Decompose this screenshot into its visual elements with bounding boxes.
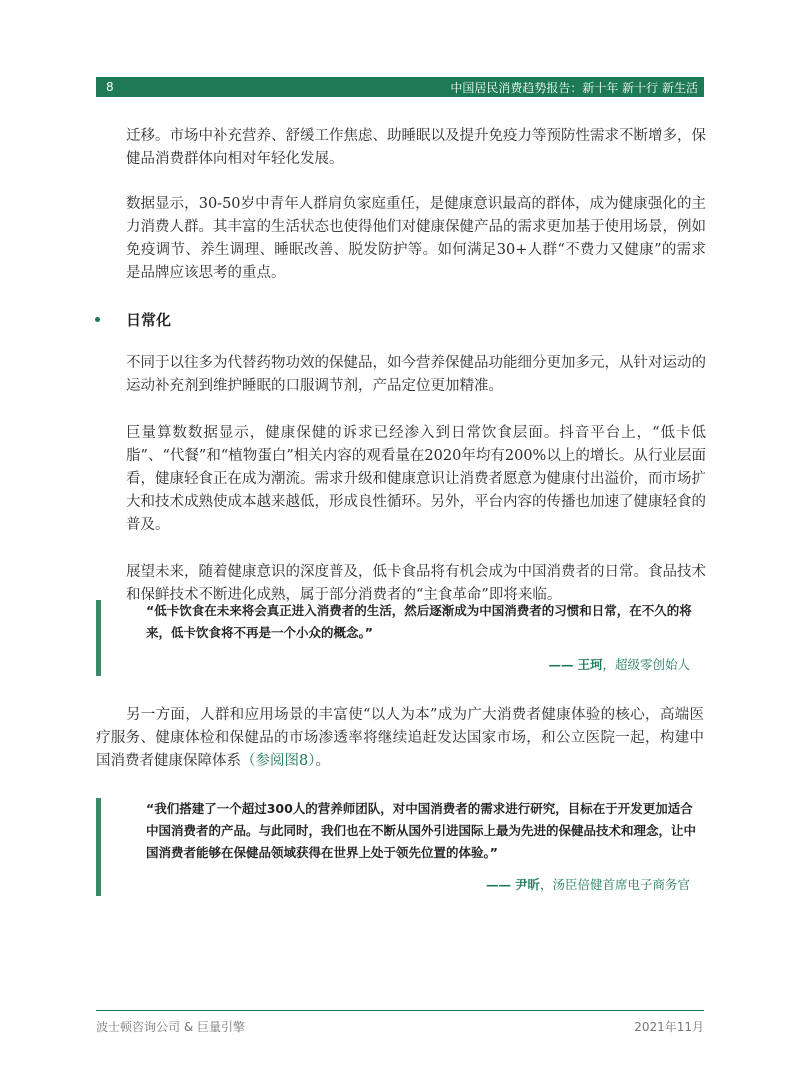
quote-dash: ——	[548, 657, 574, 672]
quote-source	[146, 874, 704, 896]
quote-author-role: ，汤臣倍健首席电子商务官	[539, 877, 690, 892]
page-header	[96, 77, 704, 97]
quote-author: 王珂	[577, 657, 603, 672]
quote-author-role: ，超级零创始人	[602, 657, 690, 672]
page-number: 8	[106, 80, 114, 94]
quote-author: 尹昕	[514, 877, 540, 892]
paragraph-5: 展望未来，随着健康意识的深度普及，低卡食品将有机会成为中国消费者的日常。食品技术和保鲜技术不断进化成熟，属于部分消费者的“主食革命”即将来临。	[126, 564, 706, 603]
pull-quote-2	[96, 798, 704, 896]
paragraph-3: 不同于以往多为代替药物功效的保健品，如今营养保健品功能细分更加多元，从针对运动的运动补充剂到维护睡眠的口服调节剂，产品定位更加精准。	[126, 355, 706, 394]
footer-date: 2021年11月	[634, 1020, 704, 1034]
section-heading	[126, 309, 706, 332]
paragraph-4: 巨量算数数据显示，健康保健的诉求已经渗入到日常饮食层面。抖音平台上，“低卡低脂”、“代餐”和“植物蛋白”相关内容的观看量在2020年均有200%以上的增长。从行业层面看，健康轻食正在成为潮流。需求升级和健康意识让消费者愿意为健康付出溢价，而市场扩大和技术成熟使成本越来越低，形成良性循环。另外，平台内容的传播也加速了健康轻食的普及。	[126, 425, 706, 533]
footer-company: 波士顿咨询公司 & 巨量引擎	[96, 1020, 245, 1034]
quote-text: “我们搭建了一个超过300人的营养师团队，对中国消费者的需求进行研究，目标在于开发更加适合中国消费者的产品。与此同时，我们也在不断从国外引进国际上最为先进的保健品技术和理念，让中国消费者能够在保健品领域获得在世界上处于领先位置的体验。”	[146, 801, 697, 860]
section-heading-text: 日常化	[126, 311, 172, 329]
paragraph-2: 数据显示，30-50岁中青年人群肩负家庭重任，是健康意识最高的群体，成为健康强化的主力消费人群。其丰富的生活状态也使得他们对健康保健产品的需求更加基于使用场景，例如免疫调节、养生调理、睡眠改善、脱发防护等。如何满足30+人群“不费力又健康”的需求是品牌应该思考的重点。	[126, 196, 706, 281]
bullet-dot-icon	[95, 317, 100, 322]
figure-reference-link[interactable]: （参阅图8）	[241, 753, 316, 769]
quote-source	[146, 654, 704, 676]
page-footer	[96, 1018, 704, 1035]
quote-text: “低卡饮食在未来将会真正进入消费者的生活，然后逐渐成为中国消费者的习惯和日常，在不久的将来，低卡饮食将不再是一个小众的概念。”	[146, 603, 692, 640]
report-title: 中国居民消费趋势报告：新十年 新十行 新生活	[450, 80, 698, 95]
paragraph-6	[96, 704, 704, 773]
paragraph-6-text: 另一方面，人群和应用场景的丰富使“以人为本”成为广大消费者健康体验的核心，高端医疗服务、健康体检和保健品的市场渗透率将继续追赶发达国家市场，和公立医院一起，构建中国消费者健康保障体系	[96, 707, 704, 769]
main-content	[126, 125, 706, 631]
footer-divider	[96, 1010, 704, 1011]
paragraph-6-end: 。	[315, 753, 330, 769]
paragraph-1: 迁移。市场中补充营养、舒缓工作焦虑、助睡眠以及提升免疫力等预防性需求不断增多，保健品消费群体向相对年轻化发展。	[126, 128, 706, 167]
pull-quote-1	[96, 600, 704, 676]
quote-dash: ——	[485, 877, 511, 892]
